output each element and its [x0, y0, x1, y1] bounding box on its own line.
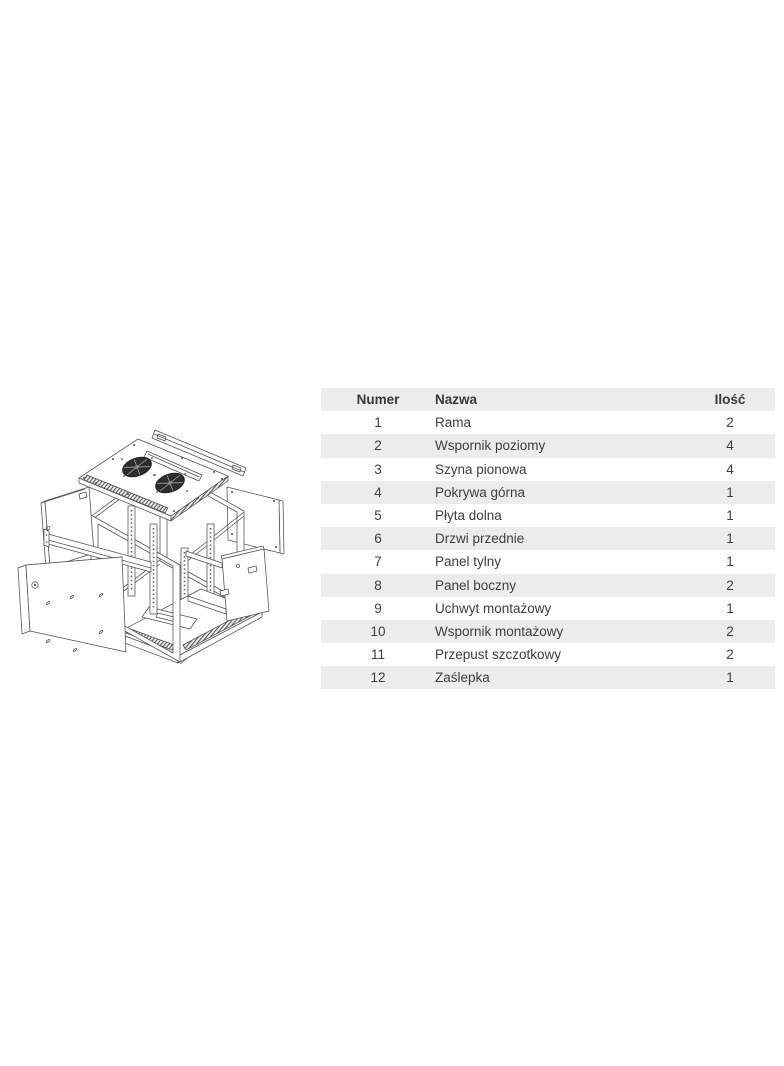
cell-nazwa: Drzwi przednie: [435, 531, 525, 547]
cell-ilosc: 2: [726, 647, 734, 663]
cell-nazwa: Panel boczny: [435, 577, 517, 593]
cell-ilosc: 1: [726, 554, 734, 570]
left-side-panel: [41, 487, 94, 569]
cell-numer: 5: [374, 508, 382, 524]
cell-ilosc: 1: [726, 484, 734, 500]
column-header-nazwa: Nazwa: [435, 392, 478, 408]
column-header-numer: Numer: [356, 392, 400, 408]
column-header-ilosc: Ilość: [714, 392, 746, 408]
table-row: [321, 550, 775, 573]
cell-nazwa: Panel tylny: [435, 554, 502, 570]
cell-numer: 11: [370, 647, 385, 663]
cell-numer: 9: [374, 600, 382, 616]
cell-numer: 8: [374, 577, 382, 593]
cell-numer: 12: [370, 670, 386, 686]
cell-ilosc: 1: [726, 508, 734, 524]
table-row: [321, 666, 775, 689]
rear-panel: [227, 487, 284, 554]
cell-ilosc: 2: [726, 623, 734, 639]
cell-nazwa: Zaślepka: [435, 670, 490, 686]
table-row: [321, 527, 775, 550]
table-row: [321, 643, 775, 666]
table-row: [321, 434, 775, 457]
cell-numer: 7: [374, 554, 382, 570]
cell-numer: 4: [374, 484, 382, 500]
cell-nazwa: Pokrywa górna: [435, 484, 526, 500]
table-header-row: [321, 388, 775, 411]
cell-ilosc: 4: [726, 461, 734, 477]
cell-nazwa: Przepust szczotkowy: [435, 647, 562, 663]
parts-table: [321, 388, 775, 689]
cell-ilosc: 2: [726, 415, 734, 431]
table-row: [321, 597, 775, 620]
cell-ilosc: 4: [726, 438, 734, 454]
cell-numer: 3: [374, 461, 382, 477]
cell-nazwa: Szyna pionowa: [435, 461, 527, 477]
front-door-panel: [18, 557, 126, 652]
cell-numer: 2: [374, 438, 382, 454]
cell-ilosc: 1: [726, 670, 734, 686]
cell-nazwa: Wspornik poziomy: [435, 438, 546, 454]
table-row: [321, 574, 775, 597]
table-row: [321, 458, 775, 481]
cell-numer: 1: [374, 415, 382, 431]
cell-nazwa: Uchwyt montażowy: [435, 600, 552, 616]
table-row: [321, 504, 775, 527]
cell-nazwa: Płyta dolna: [435, 508, 502, 524]
cell-ilosc: 2: [726, 577, 734, 593]
cell-numer: 6: [374, 531, 382, 547]
cell-numer: 10: [370, 623, 386, 639]
table-row: [321, 411, 775, 434]
right-side-panel: [220, 546, 269, 621]
cell-ilosc: 1: [726, 531, 734, 547]
table-row: [321, 481, 775, 504]
cell-nazwa: Rama: [435, 415, 472, 431]
cell-nazwa: Wspornik montażowy: [435, 623, 564, 639]
table-row: [321, 620, 775, 643]
cell-ilosc: 1: [726, 600, 734, 616]
